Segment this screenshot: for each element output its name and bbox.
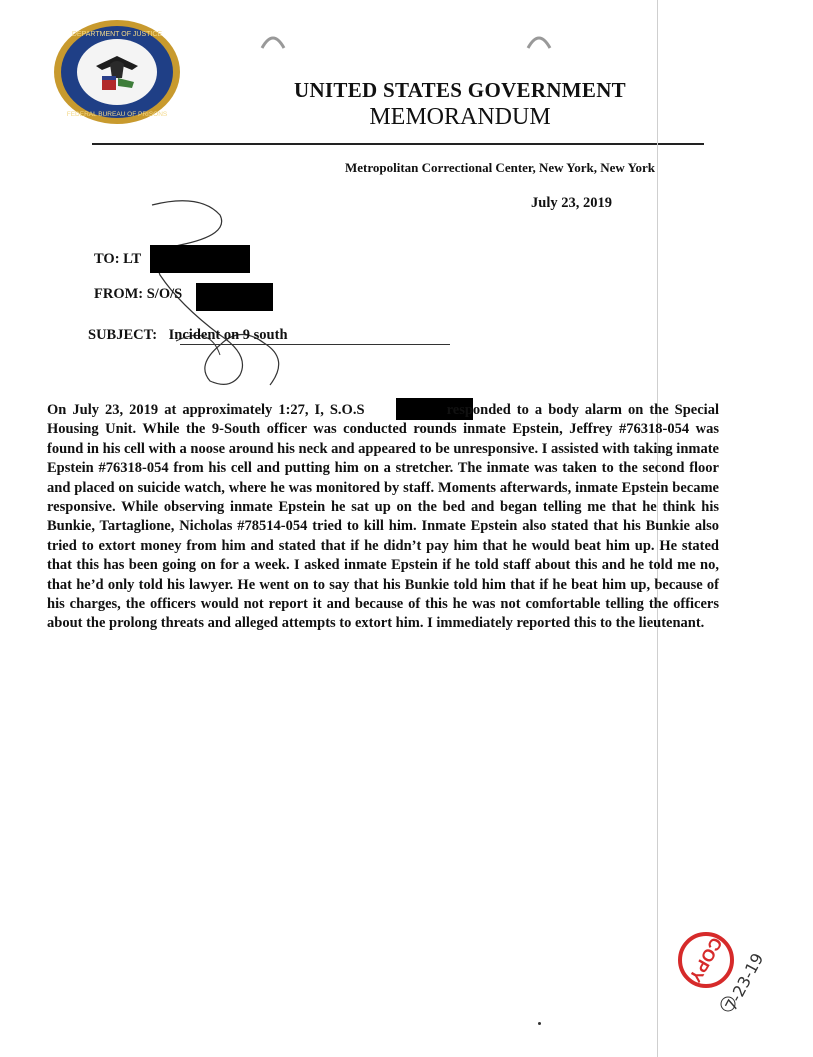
- memo-date: July 23, 2019: [531, 195, 612, 211]
- body-text-rest: responded to a body alarm on the Special Housing Unit. While the 9-South officer was conducted rounds inmate Epstein, Jeffrey #76318-054 was found in his cell with a noose around his neck and appeared to be unresponsive. I assisted with taking inmate Epstein #76318-054 from his cell and putting him on a stretcher. The inmate was taken to the second floor and placed on suicide watch, where he was monitored by staff. Moments afterwards, inmate Epstein became responsive. While observing inmate Epstein he sat up on the bed and began telling me that he think his Bunkie, Tartaglione, Nicholas #78514-054 tried to kill him. Inmate Epstein also stated that his Bunkie also tried to extort money from him and stated that if he didn’t pay him that he would beat him up. He stated that this has been going on for a week. I asked inmate Epstein if he told staff about this and he told me no, that he’d only told his lawyer. He went on to say that his Bunkie told him that if he beat him up, because of his charges, the officers would not report it and because of this he was not comfortable telling the officers about the prolong threats and alleged attempts to extort him. I immediately reported this to the lieutenant.: [47, 402, 719, 632]
- to-label: TO: LT: [94, 251, 142, 267]
- hole-punch-icon: [260, 30, 286, 50]
- hole-punch-icon: [526, 30, 552, 50]
- agency-seal-logo: [52, 18, 182, 126]
- from-label: FROM: S/O/S: [94, 286, 183, 302]
- header-divider: [92, 143, 704, 145]
- memo-subtitle: MEMORANDUM: [369, 104, 551, 130]
- redaction-gap: [365, 413, 441, 414]
- svg-text:DEPARTMENT OF JUSTICE: DEPARTMENT OF JUSTICE: [71, 31, 163, 38]
- redaction-bar: [150, 245, 250, 273]
- copy-stamp-text: COPY: [685, 934, 726, 986]
- organization-line: Metropolitan Correctional Center, New York, New York: [345, 160, 656, 175]
- svg-text:FEDERAL BUREAU OF PRISONS: FEDERAL BUREAU OF PRISONS: [66, 111, 168, 118]
- subject-value: Incident on 9 south: [168, 327, 288, 343]
- subject-line: [88, 327, 288, 344]
- body-text-start: On July 23, 2019 at approximately 1:27, I, S.O.S: [47, 402, 365, 418]
- redaction-bar: [196, 283, 273, 311]
- memo-body: [47, 401, 719, 634]
- subject-label: SUBJECT:: [88, 327, 158, 343]
- handwritten-date-text: 7-23-19: [721, 949, 768, 1014]
- memo-title: UNITED STATES GOVERNMENT: [294, 78, 626, 102]
- subject-underline: [180, 344, 450, 345]
- handwritten-date: [698, 948, 768, 1018]
- scan-speck: [538, 1022, 541, 1025]
